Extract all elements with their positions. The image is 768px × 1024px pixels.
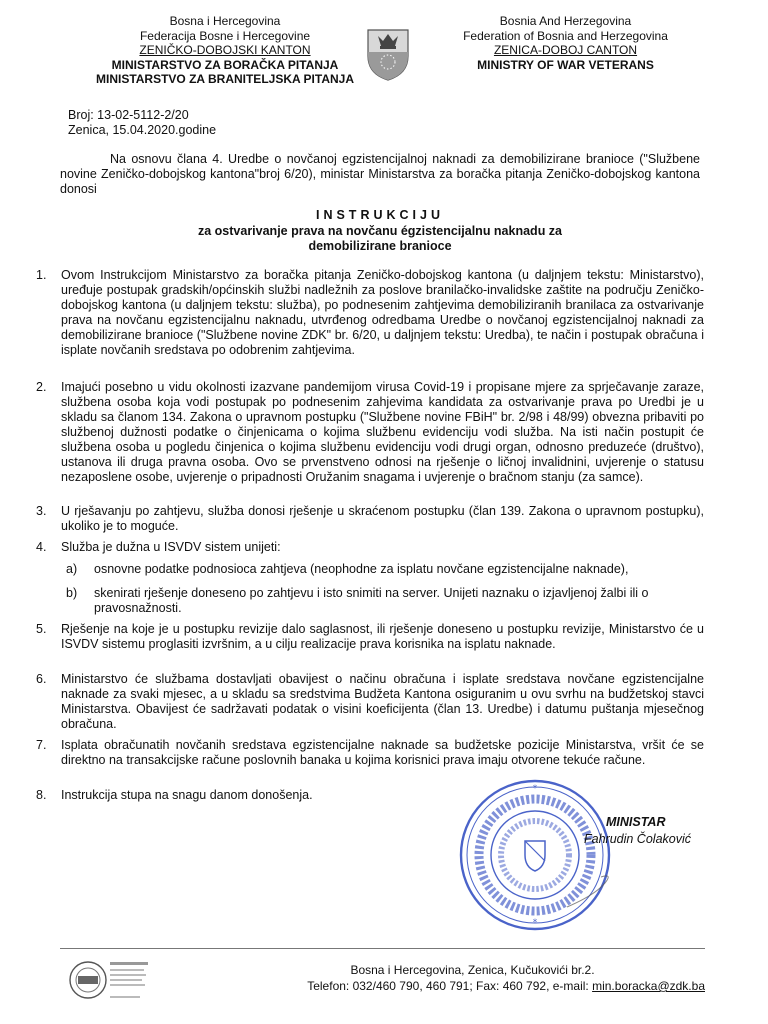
footer-address: Bosna i Hercegovina, Zenica, Kučukovići br.2. bbox=[350, 963, 595, 977]
official-stamp-icon bbox=[455, 775, 615, 935]
item-text: Rješenje na koje je u postupku revizije dalo saglasnost, ili rješenje doneseno u postupku revizije, Ministarstvo će u ISVDV sistemu proglasiti izvršnim, a u cilju realizacije prava korisnika na isplatu naknade. bbox=[61, 622, 704, 651]
sub-item bbox=[66, 562, 704, 577]
item-text: Ovom Instrukcijom Ministarstvo za boračka pitanja Zeničko-dobojskog kantona (u daljnjem tekstu: Ministarstvo), uređuje postupak gradskih/općinskih službi nadležnih za poslove branilačko-invalidske zaštite na području Zeničko-dobojskog kantona (u daljnjem tekstu: služba), po podnesenim zahtjevima demobiliziranih branilaca za ostvarivanje prava na novčanu egzistencijalnu naknadu, utvrđenog odredbama Uredbe o novčanoj egzistencijalnoj naknadi za demobilizirane branioce ("Službene novine ZDK" br. 6/20, u daljnjem tekstu: Uredba), te način i postupak obračuna i isplate novčanih sredstava po odobrenim zahtjevima. bbox=[61, 268, 704, 357]
footer bbox=[200, 962, 705, 994]
item-text: Služba je dužna u ISVDV sistem unijeti: bbox=[61, 540, 281, 554]
signature-name: Fahrudin Čolaković bbox=[584, 832, 691, 846]
sub-item-text: skenirati rješenje doneseno po zahtjevu i isto snimiti na server. Unijeti naznaku o izjavljenoj žalbi ili o pravosnažnosti. bbox=[94, 586, 649, 615]
list-item bbox=[36, 504, 704, 534]
list-item bbox=[36, 268, 704, 358]
item-number: 5. bbox=[36, 622, 47, 636]
item-text: U rješavanju po zahtjevu, služba donosi rješenje u skraćenom postupku (član 139. Zakona o upravnom postupku), ukoliko je to moguće. bbox=[61, 504, 704, 533]
footer-email-link[interactable]: min.boracka@zdk.ba bbox=[592, 979, 705, 993]
canton-name: ZENIČKO-DOBOJSKI KANTON bbox=[139, 43, 311, 57]
item-number: 8. bbox=[36, 788, 47, 802]
reference-block bbox=[68, 108, 216, 138]
footer-phone: Telefon: 032/460 790, 460 791; Fax: 460 792, e-mail: bbox=[307, 979, 593, 993]
item-number: 3. bbox=[36, 504, 47, 518]
title-subline-2: demobilizirane branioce bbox=[308, 239, 452, 253]
title-subline-1: za ostvarivanje prava na novčanu égzistencijalnu naknadu za bbox=[197, 223, 562, 238]
list-item bbox=[36, 380, 704, 485]
intro-paragraph: Na osnovu člana 4. Uredbe o novčanoj egzistencijalnoj naknadi za demobilizirane branioce ("Službene novine Zeničko-dobojskog kantona"broj 6/20), ministar Ministarstva za boračka pitanja Zeničko-dobojskog kantona donosi bbox=[60, 152, 700, 196]
quality-certificate-icon bbox=[66, 952, 154, 1010]
sub-item-text: osnovne podatke podnosioca zahtjeva (neophodne za isplatu novčane egzistencijalne naknade), bbox=[94, 562, 629, 576]
sub-item-label: a) bbox=[66, 562, 78, 576]
item-text: Instrukcija stupa na snagu danom donošenja. bbox=[61, 788, 313, 802]
list-item bbox=[36, 672, 704, 732]
federation-name: Federacija Bosne i Hercegovine bbox=[139, 28, 311, 43]
letterhead-left bbox=[80, 14, 370, 87]
document-number: Broj: 13-02-5112-2/20 bbox=[68, 108, 189, 122]
item-text: Ministarstvo će službama dostavljati obavijest o načinu obračuna i isplate sredstava novčane egzistencijalne naknade za svaki mjesec, a u skladu sa sredstvima Budžeta Kantona osiguranim u ovu svrhu na budžetskoj stavci Ministarstva. Obavijest će sadržavati podatak o visini koeficijenta (član 13. Uredbe) i datumu puštanja mjesečnog obračuna. bbox=[61, 672, 704, 731]
sub-item-label: b) bbox=[66, 586, 78, 600]
country-name-en: Bosnia And Herzegovina bbox=[499, 14, 632, 28]
footer-contact bbox=[200, 978, 705, 994]
document-title bbox=[60, 208, 700, 255]
footer-divider bbox=[60, 948, 705, 949]
ministry-name-alt: MINISTARSTVO ZA BRANITELJSKA PITANJA bbox=[95, 72, 354, 86]
item-text: Imajući posebno u vidu okolnosti izazvane pandemijom virusa Covid-19 i propisane mjere za sprječavanje zaraze, službena osoba koja vodi postupak po podnesenim zahjevima kandidata za ostvarivanje prava po Uredbi je u skladu sa članom 134. Zakona o upravnom postupku ("Službene novine FBiH" br. 2/98 i 48/99) obvezna pribaviti po službenoj dužnosti podatke o činjenicama o kojima službenu evidenciju vodi služba. Na isti način postupit će službena osoba u pogledu činjenica o kojima službenu evidenciju vodi drugi organ, odnosno preduzeće (društvo), ustanova ili druga pravna osoba. Ovo se prvenstveno odnosi na rješenje o ličnoj invalidnini, uvjerenje o statusu nezaposlene osobe, uvjerenje o pripadnosti Oružanim snagama i uvjerenje o bračnom stanju (za samce). bbox=[61, 380, 704, 484]
list-item bbox=[36, 622, 704, 652]
letterhead-right bbox=[448, 14, 683, 72]
ministry-name: MINISTARSTVO ZA BORAČKA PITANJA bbox=[111, 57, 339, 72]
item-number: 6. bbox=[36, 672, 47, 686]
item-number: 7. bbox=[36, 738, 47, 752]
svg-text:*: * bbox=[532, 784, 538, 794]
item-number: 2. bbox=[36, 380, 47, 394]
item-text: Isplata obračunatih novčanih sredstava egzistencijalne naknade sa budžetske pozicije Ministarstva, vršit će se direktno na transakcijske račune poslovnih banaka u kojima korisnici prava imaju otvorene tekuće račune. bbox=[61, 738, 704, 767]
ministry-name-en: MINISTRY OF WAR VETERANS bbox=[477, 57, 654, 72]
coat-of-arms-icon bbox=[366, 28, 410, 82]
item-number: 1. bbox=[36, 268, 47, 282]
signature-title: MINISTAR bbox=[606, 815, 666, 829]
canton-name-en: ZENICA-DOBOJ CANTON bbox=[493, 43, 638, 57]
federation-name-en: Federation of Bosnia and Herzegovina bbox=[463, 28, 668, 43]
country-name: Bosna i Hercegovina bbox=[169, 14, 281, 28]
list-item bbox=[36, 738, 704, 768]
title-main: INSTRUKCIJU bbox=[315, 208, 445, 222]
svg-text:*: * bbox=[532, 918, 538, 928]
letterhead bbox=[0, 14, 768, 94]
list-item bbox=[36, 540, 704, 555]
sub-item bbox=[66, 586, 704, 616]
item-number: 4. bbox=[36, 540, 47, 554]
document-date: Zenica, 15.04.2020.godine bbox=[68, 123, 217, 137]
